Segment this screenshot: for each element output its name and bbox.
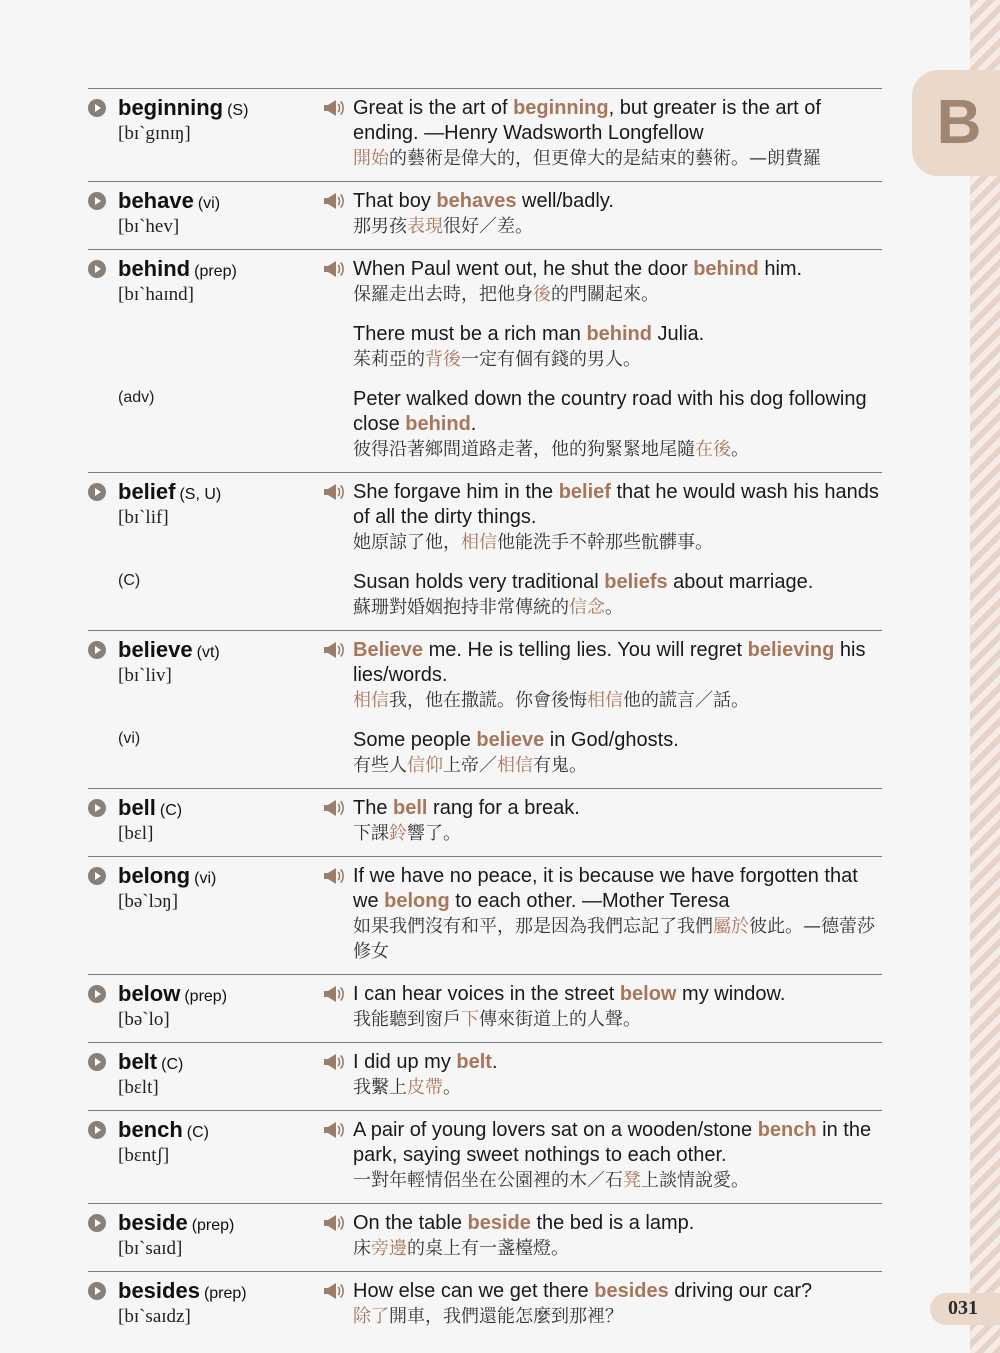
text-segment: 。 xyxy=(731,439,749,460)
headword xyxy=(118,637,220,663)
part-of-speech: (C) xyxy=(161,1056,184,1073)
decorative-stripe xyxy=(970,0,1000,1353)
text-segment: Some people xyxy=(353,729,477,751)
highlighted-word: bell xyxy=(393,797,428,819)
text-segment: 的桌上有一盞檯燈。 xyxy=(407,1238,569,1259)
text-segment: 開車，我們還能怎麼到那裡？ xyxy=(389,1306,623,1327)
play-audio-icon[interactable] xyxy=(88,985,106,1003)
play-audio-icon[interactable] xyxy=(88,799,106,817)
speaker-icon[interactable] xyxy=(322,640,344,660)
example xyxy=(353,728,882,778)
part-of-speech: (prep) xyxy=(203,1285,247,1302)
text-segment: 有些人 xyxy=(353,755,407,776)
text-segment: 我繫上 xyxy=(353,1077,407,1098)
entry-behind xyxy=(88,249,882,462)
entry-belt xyxy=(88,1042,882,1100)
example-english xyxy=(353,257,882,282)
headword-text: behind xyxy=(118,256,191,281)
text-segment: Great is the art of xyxy=(353,97,514,119)
text-segment: 下課 xyxy=(353,823,389,844)
highlighted-word: beginning xyxy=(513,97,609,119)
play-audio-icon[interactable] xyxy=(88,641,106,659)
play-audio-icon[interactable] xyxy=(88,483,106,501)
text-segment: 上談情說愛。 xyxy=(641,1170,749,1191)
highlighted-word: believe xyxy=(476,729,545,751)
example-chinese xyxy=(353,753,882,778)
part-of-speech: (S, U) xyxy=(179,486,222,503)
text-segment: in the park, saying sweet nothings to each other. xyxy=(353,1119,872,1166)
section-letter: B xyxy=(936,88,982,157)
highlighted-word: belief xyxy=(558,481,611,503)
example-english xyxy=(353,1118,882,1168)
text-segment: about marriage. xyxy=(667,571,814,593)
example-english xyxy=(353,570,882,595)
part-of-speech: (C) xyxy=(159,802,183,819)
entry-believe xyxy=(88,630,882,778)
text-segment: 彼得沿著鄉間道路走著，他的狗緊緊地尾隨 xyxy=(353,439,695,460)
entry-beside xyxy=(88,1203,882,1261)
text-segment: 彼此。—德蕾莎修女 xyxy=(353,916,875,962)
highlighted-translation: 相信 xyxy=(353,690,389,711)
headword-text: beside xyxy=(118,1210,188,1235)
speaker-icon[interactable] xyxy=(322,191,344,211)
headword xyxy=(118,981,227,1007)
text-segment: On the table xyxy=(353,1212,468,1234)
text-segment: 我，他在撒謊。你會後悔 xyxy=(389,690,587,711)
part-of-speech: (C) xyxy=(186,1124,210,1141)
text-segment: Susan holds very traditional xyxy=(353,571,605,593)
headword-text: belief xyxy=(118,479,176,504)
text-segment: my window. xyxy=(676,983,786,1005)
speaker-icon[interactable] xyxy=(322,482,344,502)
speaker-icon[interactable] xyxy=(322,798,344,818)
text-segment: I did up my xyxy=(353,1051,457,1073)
text-segment: 有鬼。 xyxy=(533,755,587,776)
speaker-icon[interactable] xyxy=(322,1120,344,1140)
text-segment: 她原諒了他， xyxy=(353,532,461,553)
example xyxy=(353,982,882,1032)
example xyxy=(353,864,882,964)
highlighted-word: behind xyxy=(586,323,652,345)
example-chinese xyxy=(353,1007,882,1032)
sense-part-of-speech: (C) xyxy=(118,572,141,589)
text-segment: 我能聽到窗戶 xyxy=(353,1009,461,1030)
highlighted-word: besides xyxy=(594,1280,669,1302)
text-segment: 上帝／ xyxy=(443,755,497,776)
example-sentences xyxy=(353,631,882,778)
text-segment: That boy xyxy=(353,190,437,212)
example xyxy=(353,189,882,239)
section-letter-tab xyxy=(912,70,1000,176)
highlighted-translation: 後 xyxy=(533,284,551,305)
example-sentences xyxy=(353,975,882,1032)
example-chinese xyxy=(353,1236,882,1261)
example-chinese xyxy=(353,530,882,555)
text-segment: How else can we get there xyxy=(353,1280,595,1302)
highlighted-word: beliefs xyxy=(604,571,668,593)
text-segment: in God/ghosts. xyxy=(544,729,679,751)
headword-text: belt xyxy=(118,1049,158,1074)
highlighted-translation: 旁邊 xyxy=(371,1238,407,1259)
entry-belief xyxy=(88,472,882,620)
headword-text: bell xyxy=(118,795,156,820)
example-sentences xyxy=(353,473,882,620)
text-segment: 那男孩 xyxy=(353,216,407,237)
example xyxy=(353,1279,882,1329)
text-segment: 一對年輕情侶坐在公園裡的木／石 xyxy=(353,1170,623,1191)
play-audio-icon[interactable] xyxy=(88,260,106,278)
example xyxy=(353,570,882,620)
text-segment: that he would wash his hands of all the dirty things. xyxy=(353,481,879,528)
highlighted-translation: 背後 xyxy=(425,349,461,370)
text-segment: A pair of young lovers sat on a wooden/stone xyxy=(353,1119,758,1141)
headword-text: belong xyxy=(118,863,191,888)
highlighted-word: below xyxy=(619,983,677,1005)
highlighted-translation: 信念 xyxy=(569,597,605,618)
headword-text: besides xyxy=(118,1278,200,1303)
example-english xyxy=(353,638,882,688)
pronunciation: [bə`lo] xyxy=(118,1009,170,1030)
pronunciation: [bɛntʃ] xyxy=(118,1145,170,1166)
part-of-speech: (prep) xyxy=(184,988,228,1005)
entry-bench xyxy=(88,1110,882,1193)
highlighted-translation: 鈴 xyxy=(389,823,407,844)
example-sentences xyxy=(353,1111,882,1193)
highlighted-translation: 皮帶 xyxy=(407,1077,443,1098)
example-sentences xyxy=(353,1043,882,1100)
speaker-icon[interactable] xyxy=(322,1213,344,1233)
entry-belong xyxy=(88,856,882,964)
speaker-icon[interactable] xyxy=(322,866,344,886)
headword xyxy=(118,863,216,889)
headword xyxy=(118,1210,234,1236)
text-segment: 茱莉亞的 xyxy=(353,349,425,370)
text-segment: . xyxy=(470,413,477,435)
example-english xyxy=(353,1279,882,1304)
headword-text: beginning xyxy=(118,95,224,120)
speaker-icon[interactable] xyxy=(322,984,344,1004)
headword xyxy=(118,1117,209,1143)
text-segment: 傳來街道上的人聲。 xyxy=(479,1009,641,1030)
entry-behave xyxy=(88,181,882,239)
highlighted-translation: 在後 xyxy=(695,439,731,460)
headword xyxy=(118,795,182,821)
example-chinese xyxy=(353,1075,882,1100)
example-chinese xyxy=(353,146,882,171)
example-english xyxy=(353,387,882,437)
page-number-tab xyxy=(930,1293,1000,1325)
text-segment: rang for a break. xyxy=(427,797,580,819)
example xyxy=(353,387,882,462)
pronunciation: [bə`lɔŋ] xyxy=(118,891,179,912)
text-segment: him. xyxy=(758,258,803,280)
pronunciation: [bɪ`gɪnɪŋ] xyxy=(118,123,191,144)
headword xyxy=(118,188,220,214)
highlighted-translation: 表現 xyxy=(407,216,443,237)
text-segment: the bed is a lamp. xyxy=(530,1212,695,1234)
entry-besides xyxy=(88,1271,882,1329)
pronunciation: [bɪ`haɪnd] xyxy=(118,284,194,305)
example-sentences xyxy=(353,1272,882,1329)
text-segment: 的門關起來。 xyxy=(551,284,659,305)
headword xyxy=(118,479,221,505)
part-of-speech: (vt) xyxy=(196,644,220,661)
text-segment: When Paul went out, he shut the door xyxy=(353,258,694,280)
highlighted-translation: 相信 xyxy=(587,690,623,711)
example-chinese xyxy=(353,1304,882,1329)
page-number: 031 xyxy=(948,1297,978,1319)
example-sentences xyxy=(353,857,882,964)
play-audio-icon[interactable] xyxy=(88,1214,106,1232)
highlighted-translation: 下 xyxy=(461,1009,479,1030)
entry-bell xyxy=(88,788,882,846)
text-segment: Julia. xyxy=(651,323,705,345)
highlighted-translation: 除了 xyxy=(353,1306,389,1327)
example-sentences xyxy=(353,250,882,462)
example xyxy=(353,96,882,171)
highlighted-translation: 屬於 xyxy=(713,916,749,937)
text-segment: to each other. —Mother Teresa xyxy=(449,890,730,912)
example xyxy=(353,796,882,846)
pronunciation: [bɛlt] xyxy=(118,1077,159,1098)
highlighted-word: belt xyxy=(456,1051,492,1073)
example-english xyxy=(353,1050,882,1075)
text-segment: If we have no peace, it is because we have forgotten that we xyxy=(353,865,858,912)
headword-text: bench xyxy=(118,1117,183,1142)
example xyxy=(353,1211,882,1261)
entry-below xyxy=(88,974,882,1032)
example-chinese xyxy=(353,347,882,372)
example-sentences xyxy=(353,182,882,239)
play-audio-icon[interactable] xyxy=(88,867,106,885)
example-chinese xyxy=(353,688,882,713)
example xyxy=(353,480,882,555)
example-sentences xyxy=(353,1204,882,1261)
example xyxy=(353,638,882,713)
highlighted-translation: 相信 xyxy=(461,532,497,553)
text-segment: She forgave him in the xyxy=(353,481,559,503)
example-chinese xyxy=(353,1168,882,1193)
example-english xyxy=(353,96,882,146)
example xyxy=(353,1118,882,1193)
text-segment: 他的謊言／話。 xyxy=(623,690,749,711)
text-segment: . xyxy=(491,1051,498,1073)
example-sentences xyxy=(353,89,882,171)
pronunciation: [bɪ`hev] xyxy=(118,216,180,237)
highlighted-translation: 相信 xyxy=(497,755,533,776)
vocabulary-list xyxy=(88,88,882,1339)
example-chinese xyxy=(353,282,882,307)
headword-text: believe xyxy=(118,637,193,662)
highlighted-word: beside xyxy=(467,1212,531,1234)
highlighted-word: bench xyxy=(757,1119,817,1141)
text-segment: I can hear voices in the street xyxy=(353,983,620,1005)
pronunciation: [bɛl] xyxy=(118,823,154,844)
part-of-speech: (prep) xyxy=(191,1217,235,1234)
headword xyxy=(118,256,237,282)
play-audio-icon[interactable] xyxy=(88,192,106,210)
text-segment: driving our car? xyxy=(668,1280,813,1302)
example-english xyxy=(353,1211,882,1236)
speaker-icon[interactable] xyxy=(322,1281,344,1301)
example xyxy=(353,322,882,372)
headword xyxy=(118,1278,247,1304)
example-english xyxy=(353,982,882,1007)
highlighted-word: belong xyxy=(384,890,450,912)
headword xyxy=(118,1049,183,1075)
speaker-icon[interactable] xyxy=(322,259,344,279)
pronunciation: [bɪ`saɪdz] xyxy=(118,1306,191,1327)
text-segment: 如果我們沒有和平，那是因為我們忘記了我們 xyxy=(353,916,713,937)
example xyxy=(353,257,882,307)
example xyxy=(353,1050,882,1100)
part-of-speech: (vi) xyxy=(197,195,221,212)
highlighted-word: Believe xyxy=(353,639,424,661)
highlighted-word: behind xyxy=(405,413,471,435)
example-sentences xyxy=(353,789,882,846)
sense-part-of-speech: (vi) xyxy=(118,730,141,747)
part-of-speech: (prep) xyxy=(194,263,237,280)
headword-text: behave xyxy=(118,188,194,213)
text-segment: 。 xyxy=(443,1077,461,1098)
text-segment: 保羅走出去時，把他身 xyxy=(353,284,533,305)
pronunciation: [bɪ`saɪd] xyxy=(118,1238,183,1259)
highlighted-word: behind xyxy=(693,258,759,280)
highlighted-word: believing xyxy=(747,639,835,661)
speaker-icon[interactable] xyxy=(322,1052,344,1072)
play-audio-icon[interactable] xyxy=(88,1121,106,1139)
example-chinese xyxy=(353,214,882,239)
headword xyxy=(118,95,248,121)
text-segment: 響了。 xyxy=(407,823,461,844)
text-segment: 蘇珊對婚姻抱持非常傳統的 xyxy=(353,597,569,618)
text-segment: 一定有個有錢的男人。 xyxy=(461,349,641,370)
example-chinese xyxy=(353,821,882,846)
example-chinese xyxy=(353,595,882,620)
play-audio-icon[interactable] xyxy=(88,99,106,117)
pronunciation: [bɪ`liv] xyxy=(118,665,172,686)
sense-part-of-speech: (adv) xyxy=(118,389,155,406)
text-segment: The xyxy=(353,797,394,819)
text-segment: 床 xyxy=(353,1238,371,1259)
play-audio-icon[interactable] xyxy=(88,1282,106,1300)
text-segment: me. He is telling lies. You will regret xyxy=(423,639,748,661)
highlighted-word: behaves xyxy=(436,190,517,212)
part-of-speech: (vi) xyxy=(194,870,217,887)
text-segment: well/badly. xyxy=(516,190,614,212)
example-english xyxy=(353,480,882,530)
text-segment: 的藝術是偉大的，但更偉大的是結束的藝術。—朗費羅 xyxy=(389,148,821,169)
part-of-speech: (S) xyxy=(227,102,249,119)
example-english xyxy=(353,322,882,347)
example-english xyxy=(353,189,882,214)
text-segment: There must be a rich man xyxy=(353,323,587,345)
example-english xyxy=(353,796,882,821)
entry-beginning xyxy=(88,88,882,171)
pronunciation: [bɪ`lif] xyxy=(118,507,169,528)
text-segment: 很好／差。 xyxy=(443,216,533,237)
example-chinese xyxy=(353,437,882,462)
example-chinese xyxy=(353,914,882,964)
text-segment: , but greater is the art of ending. —Henry Wadsworth Longfellow xyxy=(353,97,821,144)
highlighted-translation: 凳 xyxy=(623,1170,641,1191)
example-english xyxy=(353,864,882,914)
headword-text: below xyxy=(118,981,181,1006)
text-segment: 他能洗手不幹那些骯髒事。 xyxy=(497,532,713,553)
highlighted-translation: 信仰 xyxy=(407,755,443,776)
highlighted-translation: 開始 xyxy=(353,148,389,169)
example-english xyxy=(353,728,882,753)
text-segment: 。 xyxy=(605,597,623,618)
speaker-icon[interactable] xyxy=(322,98,344,118)
play-audio-icon[interactable] xyxy=(88,1053,106,1071)
text-segment: Peter walked down the country road with his dog following close xyxy=(353,388,867,435)
text-segment: his lies/words. xyxy=(353,639,866,686)
